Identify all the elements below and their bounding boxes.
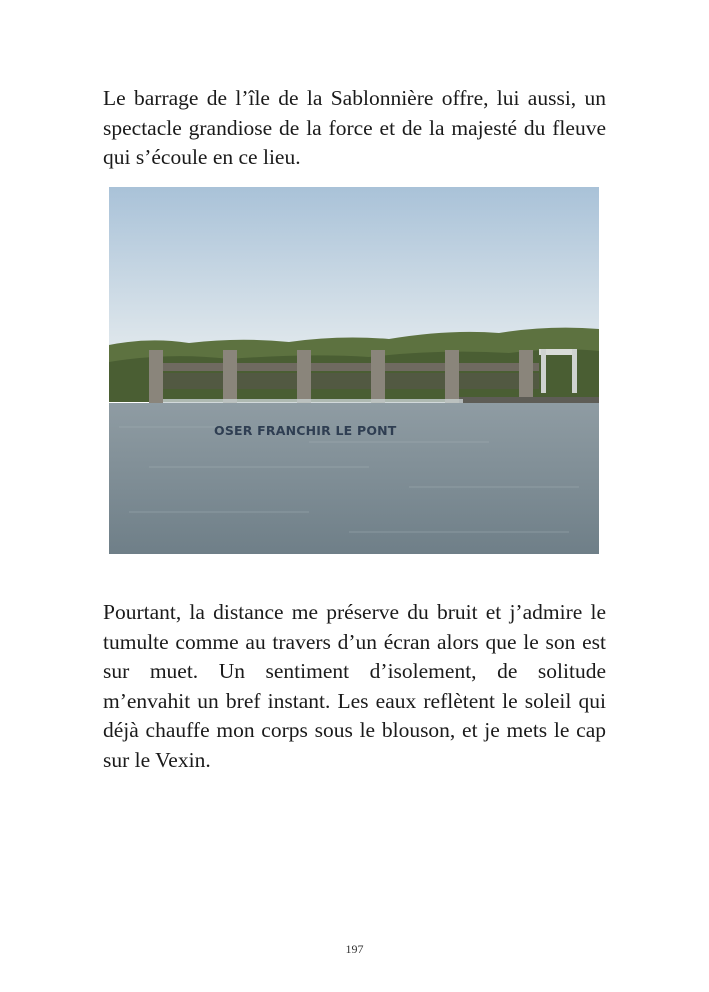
paragraph-body: Pourtant, la distance me préserve du bruit et j’admire le tumulte comme au travers d’un écran alors que le son est sur muet. Un sentiment d’isolement, de solitude m’envahit un bref instant. Les eaux reflètent le soleil qui déjà chauffe mon corps sous le blouson, et je mets le cap sur le Vexin. xyxy=(103,600,606,772)
paragraph-intro: Le barrage de l’île de la Sablonnière offre, lui aussi, un spectacle grandiose de la force et de la majesté du fleuve qui s’écoule en ce lieu. xyxy=(103,86,606,170)
page-number: 197 xyxy=(345,942,364,956)
dam-photo xyxy=(109,187,599,554)
photo-caption: OSER FRANCHIR LE PONT xyxy=(214,423,397,438)
